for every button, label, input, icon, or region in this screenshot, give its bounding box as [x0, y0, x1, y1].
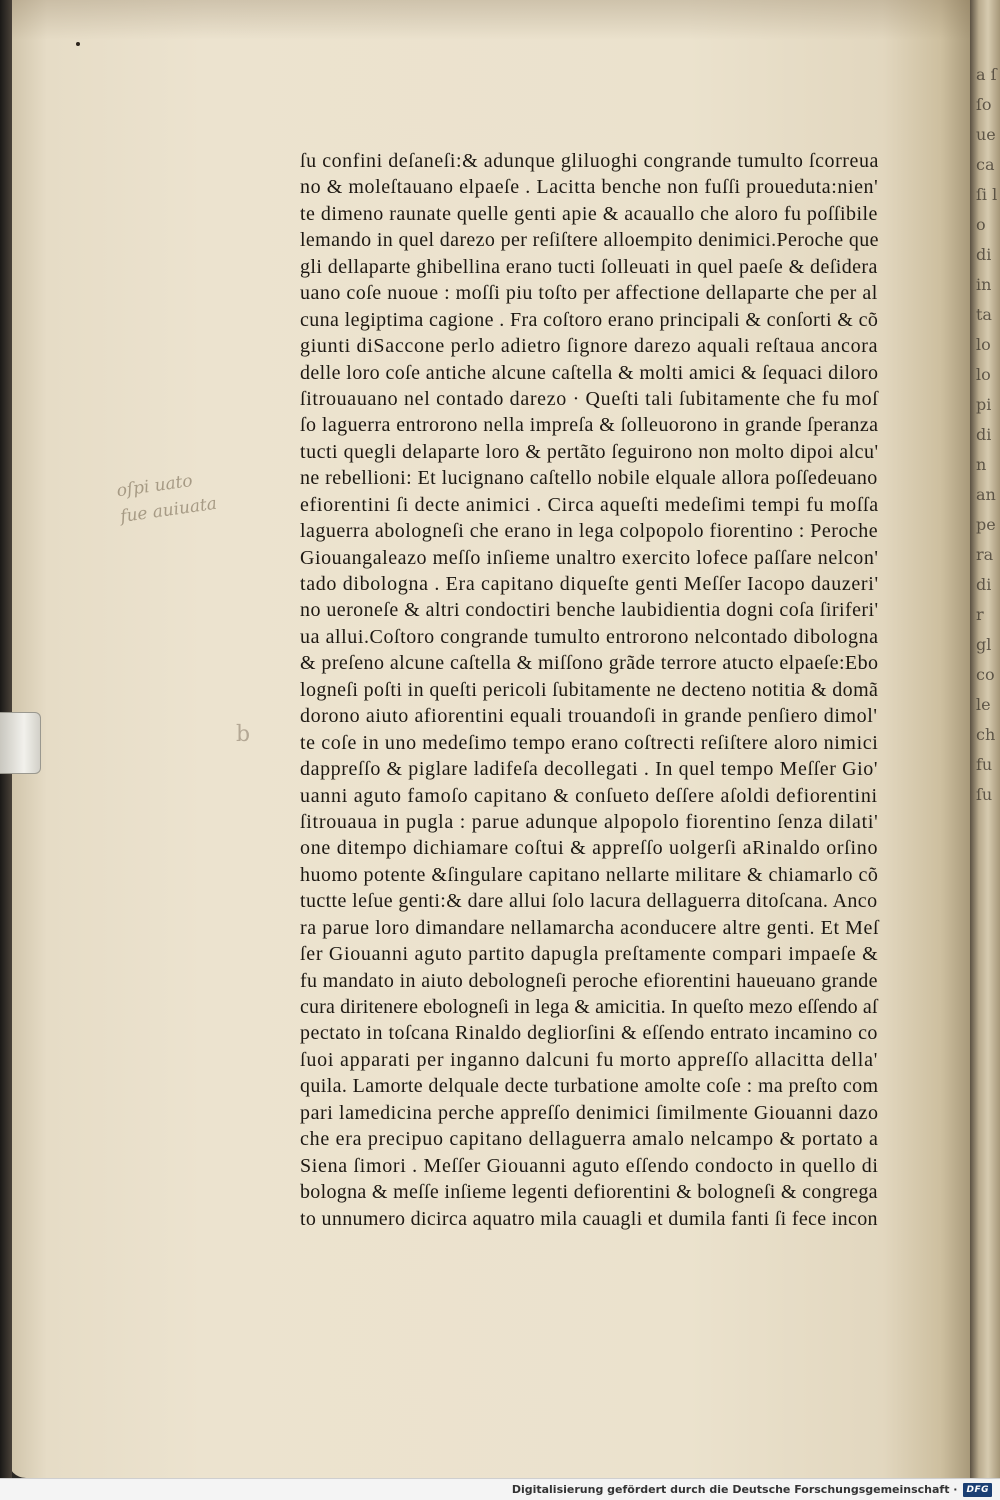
text-line: ua allui.Coſtoro congrande tumulto entrorono nelcontado dibologna [300, 625, 879, 648]
text-line: ſo laguerra entrorono nella impreſa & ſolleuorono in grande ſperanza [300, 414, 879, 437]
text-line: lemando in quel darezo per reſiſtere alloempito denimici.Peroche que [300, 229, 879, 252]
text-line: dappreſſo & piglare ladifeſa decollegati . In quel tempo Meſſer Gio' [300, 758, 879, 781]
text-line: logneſi poſti in queſti pericoli ſubitamente ne decteno notitia & domã [300, 678, 879, 701]
marginal-note-line: oſpi uato [115, 470, 194, 502]
next-leaf-text: a ſ ſo ue ca ſi lo di in ta lo lo pi di n an pe ra di r gl co le ch fu ſu [976, 65, 998, 804]
text-line: uanni aguto famoſo capitano & conſueto deſſere aſoldi defiorentini [300, 784, 878, 807]
text-line: no ueroneſe & altri condoctiri benche laubidientia dogni coſa ſiriferi' [300, 599, 879, 622]
text-line: laguerra abologneſi che erano in lega colpopolo fiorentino : Peroche [300, 520, 879, 543]
text-line: no & moleſtauano elpaeſe . Lacitta benche non fuſſi proueduta:nien' [300, 176, 879, 199]
funding-credit: Digitalisierung gefördert durch die Deutsche Forschungsgemeinschaft · [511, 1483, 958, 1496]
text-line: pectato in toſcana Rinaldo degliorſini & eſſendo entrato incamino co [300, 1022, 878, 1045]
text-line: & preſeno alcune caſtella & miſſono grãde terrore atucto elpaeſe:Ebo [300, 652, 879, 675]
text-line: quila. Lamorte delquale decte turbatione amolte coſe : ma preſto com [300, 1075, 879, 1098]
text-line: delle loro coſe antiche alcune caſtella & molti amici & ſequaci diloro [300, 361, 879, 384]
dfg-logo: DFG [963, 1483, 992, 1497]
text-line: ſitrouaua in pugla : parue adunque alpopolo fiorentino ſenza dilati' [300, 810, 879, 833]
ink-spot [76, 42, 80, 46]
text-line: cuna legiptima cagione . Fra coſtoro erano principali & conſorti & cõ [300, 308, 879, 331]
text-line: Giouangaleazo meſſo inſieme unaltro exercito lofece paſſare nelcon' [300, 546, 879, 569]
text-line: Siena ſimori . Meſſer Giouanni aguto eſſendo condocto in quello di [300, 1154, 879, 1177]
text-line: huomo potente &ſingulare capitano nellarte militare & chiamarlo cõ [300, 863, 879, 886]
text-line: one ditempo dichiamare coſtui & appreſſo uolgerſi aRinaldo orſino [300, 837, 879, 860]
text-line: te coſe in uno medeſimo tempo erano coſtrecti reſiſtere aloro nimici [300, 731, 879, 754]
page-clip-tab [0, 712, 41, 774]
text-line: giunti diSaccone perlo adietro ſignore darezo aquali reſtaua ancora [300, 335, 879, 358]
text-line: pari lamedicina perche appreſſo denimici ſimilmente Giouanni dazo [300, 1101, 879, 1124]
text-line: dorono aiuto afiorentini equali trouandoſi in grande penſiero dimol' [300, 705, 878, 728]
text-line: ra parue loro dimandare nellamarcha aconducere altre genti. Et Meſ [300, 916, 880, 939]
text-line: ſuoi apparati per inganno dalcuni fu morto appreſſo allacitta della' [300, 1048, 879, 1071]
next-leaf-edge [970, 0, 1000, 1478]
footer-bar [0, 1478, 1000, 1500]
text-line: tuctte leſue genti:& dare allui ſolo lacura dellaguerra ditoſcana. Anco [300, 890, 878, 913]
text-line: gli dellaparte ghibellina erano tucti ſolleuati in quel paeſe & deſidera [300, 255, 878, 278]
text-line: tado dibologna . Era capitano diqueſte genti Meſſer Iacopo dauzeri' [300, 573, 879, 595]
text-line: efiorentini ſi decte animici . Circa aqueſti medeſimi tempi fu moſſa [300, 493, 879, 516]
text-line: ſu confini deſaneſi:& adunque gliluoghi congrande tumulto ſcorreua [300, 150, 879, 172]
main-text-block [300, 148, 885, 1232]
text-line: to unnumero dicirca aquatro mila cauagli et dumila fanti ſi fece incon [300, 1207, 878, 1230]
text-line: uano coſe nuoue : moſſi piu toſto per affectione dellaparte che per al [300, 282, 878, 305]
text-line: cura diritenere ebologneſi in lega & amicitia. In queſto mezo eſſendo aſ [300, 996, 878, 1018]
text-line: ſer Giouanni aguto partito dapugla preſtamente compari impaeſe & [300, 943, 879, 966]
text-line: bologna & meſſe inſieme legenti defiorentini & bologneſi & congrega [300, 1181, 878, 1204]
text-line: fu mandato in aiuto debologneſi peroche efiorentini haueuano grande [300, 969, 878, 992]
text-line: ne rebellioni: Et lucignano caſtello nobile elquale allora poſſedeuano [300, 467, 878, 490]
stray-pencil-mark: b [236, 722, 251, 747]
text-line: te dimeno raunate quelle genti apie & acauallo che aloro fu poſſibile [300, 202, 878, 225]
text-line: che era precipuo capitano dellaguerra amalo nelcampo & portato a [300, 1128, 879, 1151]
marginal-note-line: fue auiuata [119, 493, 219, 528]
text-line: ſitrouauano nel contado darezo · Queſti tali ſubitamente che fu moſ [300, 387, 879, 410]
text-line: tucti quegli delaparte loro & pertãto ſeguirono non molto dipoi alcu' [300, 440, 879, 463]
page-top-shadow [8, 0, 980, 40]
